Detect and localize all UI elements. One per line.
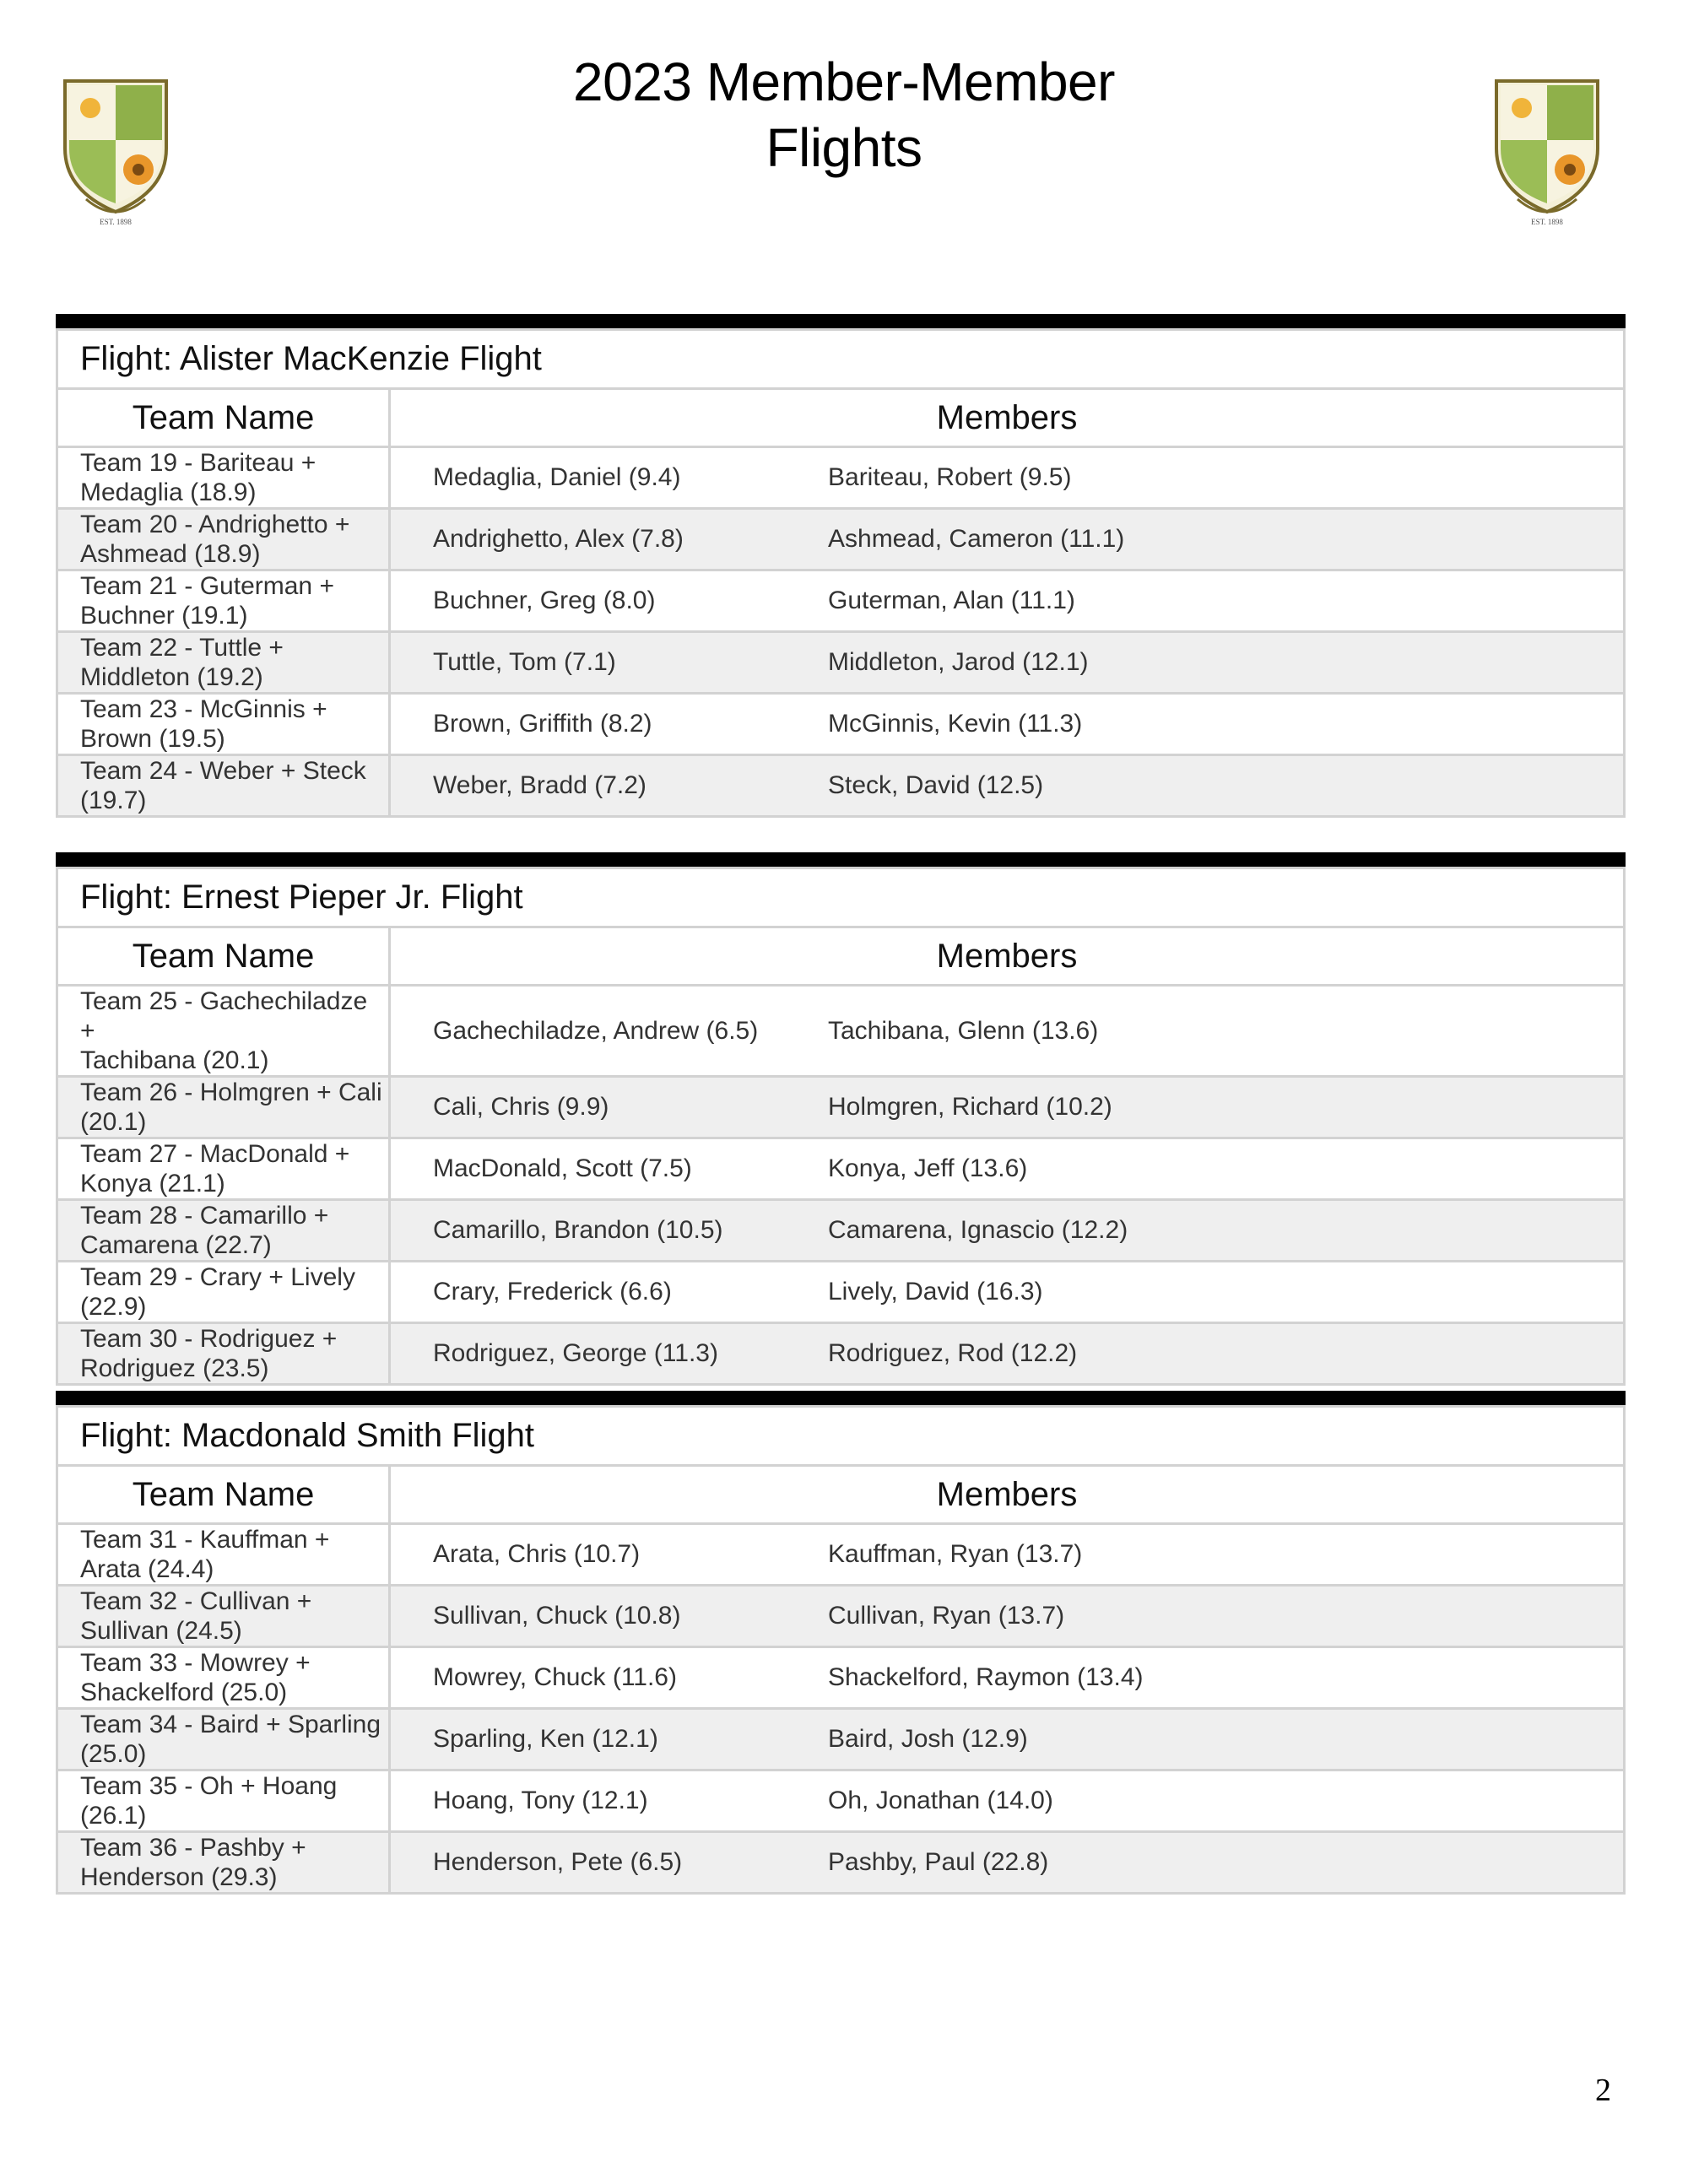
team-name-line1: Team 24 - Weber + Steck (80, 757, 366, 785)
team-name-line1: Team 34 - Baird + Sparling (80, 1711, 381, 1738)
member-2: Camarena, Ignascio (12.2) (828, 1216, 1128, 1244)
team-name-line1: Team 32 - Cullivan + (80, 1587, 312, 1615)
team-name-line2: Konya (21.1) (80, 1170, 225, 1197)
team-name-cell (57, 1138, 390, 1200)
table-row (57, 1138, 1625, 1200)
member-1: MacDonald, Scott (7.5) (433, 1154, 692, 1182)
team-name-cell (57, 1077, 390, 1138)
members-cell (390, 1586, 1625, 1647)
members-cell (390, 447, 1625, 509)
member-2: Pashby, Paul (22.8) (828, 1848, 1049, 1876)
flight-header-bar (56, 852, 1626, 867)
members-cell (390, 1323, 1625, 1385)
flight-header-bar (56, 1391, 1626, 1405)
table-row (57, 509, 1625, 570)
table-row (57, 1770, 1625, 1832)
team-name-cell (57, 632, 390, 694)
team-name-line2: Shackelford (25.0) (80, 1679, 288, 1706)
team-name-line1: Team 27 - MacDonald + (80, 1140, 350, 1168)
team-name-cell (57, 1770, 390, 1832)
table-row (57, 1709, 1625, 1770)
team-name-line2: (26.1) (80, 1802, 147, 1830)
flight-table (56, 328, 1626, 818)
team-name-line1: Team 26 - Holmgren + Cali (80, 1078, 382, 1106)
team-name-line2: Rodriguez (23.5) (80, 1354, 269, 1382)
member-2: Rodriguez, Rod (12.2) (828, 1339, 1078, 1367)
members-cell (390, 986, 1625, 1077)
member-2: Baird, Josh (12.9) (828, 1725, 1028, 1753)
team-name-line1: Team 22 - Tuttle + (80, 634, 284, 662)
team-name-cell (57, 1262, 390, 1323)
flight-title: Flight: Ernest Pieper Jr. Flight (57, 868, 1625, 927)
logo-est-text: EST. 1898 (1531, 218, 1563, 226)
team-name-line1: Team 25 - Gachechiladze + (80, 987, 368, 1045)
members-cell (390, 570, 1625, 632)
team-name-cell (57, 1524, 390, 1586)
table-row (57, 1586, 1625, 1647)
members-cell (390, 632, 1625, 694)
team-name-line1: Team 33 - Mowrey + (80, 1649, 311, 1677)
members-cell (390, 1138, 1625, 1200)
member-2: Cullivan, Ryan (13.7) (828, 1602, 1065, 1630)
team-name-cell (57, 509, 390, 570)
member-2: Shackelford, Raymon (13.4) (828, 1663, 1144, 1691)
table-row (57, 1262, 1625, 1323)
flight-table (56, 867, 1626, 1386)
team-name-cell (57, 1709, 390, 1770)
member-2: Middleton, Jarod (12.1) (828, 648, 1089, 676)
member-1: Weber, Bradd (7.2) (433, 771, 647, 799)
team-name-cell (57, 1647, 390, 1709)
team-name-line2: Middleton (19.2) (80, 663, 263, 691)
team-name-line1: Team 36 - Pashby + (80, 1834, 306, 1862)
table-row (57, 1200, 1625, 1262)
team-name-cell (57, 1200, 390, 1262)
members-cell (390, 1832, 1625, 1894)
members-cell (390, 1524, 1625, 1586)
team-name-line1: Team 30 - Rodriguez + (80, 1325, 338, 1353)
team-name-cell (57, 1323, 390, 1385)
member-1: Crary, Frederick (6.6) (433, 1278, 672, 1306)
team-name-line2: Henderson (29.3) (80, 1863, 278, 1891)
logo-est-text: EST. 1898 (100, 218, 132, 226)
team-name-cell (57, 1586, 390, 1647)
table-row (57, 1077, 1625, 1138)
member-1: Arata, Chris (10.7) (433, 1540, 641, 1568)
table-row (57, 1323, 1625, 1385)
team-name-cell (57, 1832, 390, 1894)
team-name-cell (57, 755, 390, 817)
team-name-header: Team Name (57, 927, 390, 986)
team-name-line2: Camarena (22.7) (80, 1231, 272, 1259)
team-name-line1: Team 28 - Camarillo + (80, 1202, 329, 1230)
team-name-line2: (19.7) (80, 787, 147, 814)
member-1: Mowrey, Chuck (11.6) (433, 1663, 677, 1691)
members-cell (390, 509, 1625, 570)
team-name-cell (57, 447, 390, 509)
team-name-line2: (25.0) (80, 1740, 147, 1768)
members-cell (390, 1262, 1625, 1323)
member-2: Ashmead, Cameron (11.1) (828, 525, 1125, 553)
team-name-line2: Tachibana (20.1) (80, 1046, 269, 1074)
member-1: Buchner, Greg (8.0) (433, 587, 656, 614)
member-2: Oh, Jonathan (14.0) (828, 1787, 1053, 1814)
member-1: Henderson, Pete (6.5) (433, 1848, 683, 1876)
members-cell (390, 694, 1625, 755)
members-header: Members (390, 1466, 1625, 1524)
member-1: Tuttle, Tom (7.1) (433, 648, 616, 676)
flight-section (56, 852, 1626, 1386)
member-1: Andrighetto, Alex (7.8) (433, 525, 684, 553)
team-name-line1: Team 23 - McGinnis + (80, 695, 327, 723)
members-header: Members (390, 927, 1625, 986)
team-name-cell (57, 694, 390, 755)
members-cell (390, 1709, 1625, 1770)
members-header: Members (390, 389, 1625, 447)
member-1: Sullivan, Chuck (10.8) (433, 1602, 681, 1630)
member-2: Kauffman, Ryan (13.7) (828, 1540, 1083, 1568)
flight-header-bar (56, 314, 1626, 328)
table-row (57, 1524, 1625, 1586)
team-name-line1: Team 31 - Kauffman + (80, 1526, 330, 1554)
member-2: Steck, David (12.5) (828, 771, 1044, 799)
page-number: 2 (1595, 2073, 1611, 2108)
table-row (57, 570, 1625, 632)
member-2: Tachibana, Glenn (13.6) (828, 1016, 1099, 1045)
team-name-line2: Brown (19.5) (80, 725, 225, 753)
member-2: McGinnis, Kevin (11.3) (828, 710, 1083, 738)
page-title (0, 49, 1688, 181)
team-name-line1: Team 29 - Crary + Lively (80, 1263, 355, 1291)
member-1: Camarillo, Brandon (10.5) (433, 1216, 723, 1244)
flight-section (56, 1391, 1626, 1895)
team-name-line1: Team 19 - Bariteau + (80, 449, 316, 477)
members-cell (390, 1770, 1625, 1832)
team-name-line2: (20.1) (80, 1108, 147, 1136)
member-2: Holmgren, Richard (10.2) (828, 1093, 1112, 1121)
member-2: Guterman, Alan (11.1) (828, 587, 1075, 614)
team-name-line2: Ashmead (18.9) (80, 540, 261, 568)
member-1: Medaglia, Daniel (9.4) (433, 463, 681, 491)
team-name-line2: Buchner (19.1) (80, 602, 248, 630)
member-2: Bariteau, Robert (9.5) (828, 463, 1072, 491)
member-1: Cali, Chris (9.9) (433, 1093, 609, 1121)
member-1: Rodriguez, George (11.3) (433, 1339, 718, 1367)
team-name-line2: Medaglia (18.9) (80, 478, 257, 506)
table-row (57, 694, 1625, 755)
member-2: Lively, David (16.3) (828, 1278, 1043, 1306)
members-cell (390, 1647, 1625, 1709)
table-row (57, 986, 1625, 1077)
team-name-line1: Team 20 - Andrighetto + (80, 511, 350, 538)
team-name-cell (57, 986, 390, 1077)
members-cell (390, 755, 1625, 817)
flight-table (56, 1405, 1626, 1895)
members-cell (390, 1077, 1625, 1138)
table-row (57, 1832, 1625, 1894)
table-row (57, 447, 1625, 509)
member-1: Hoang, Tony (12.1) (433, 1787, 648, 1814)
page-title-line1: 2023 Member-Member (573, 51, 1115, 112)
team-name-header: Team Name (57, 389, 390, 447)
member-1: Brown, Griffith (8.2) (433, 710, 652, 738)
flight-title: Flight: Macdonald Smith Flight (57, 1407, 1625, 1466)
page-title-line2: Flights (766, 117, 922, 178)
table-row (57, 1647, 1625, 1709)
team-name-line2: Arata (24.4) (80, 1555, 214, 1583)
members-cell (390, 1200, 1625, 1262)
team-name-header: Team Name (57, 1466, 390, 1524)
flight-section (56, 314, 1626, 818)
team-name-line2: Sullivan (24.5) (80, 1617, 242, 1645)
member-1: Gachechiladze, Andrew (6.5) (433, 1016, 759, 1045)
table-row (57, 755, 1625, 817)
member-2: Konya, Jeff (13.6) (828, 1154, 1028, 1182)
member-1: Sparling, Ken (12.1) (433, 1725, 658, 1753)
flight-title: Flight: Alister MacKenzie Flight (57, 330, 1625, 389)
team-name-line1: Team 35 - Oh + Hoang (80, 1772, 338, 1800)
team-name-line1: Team 21 - Guterman + (80, 572, 334, 600)
team-name-line2: (22.9) (80, 1293, 147, 1321)
table-row (57, 632, 1625, 694)
team-name-cell (57, 570, 390, 632)
